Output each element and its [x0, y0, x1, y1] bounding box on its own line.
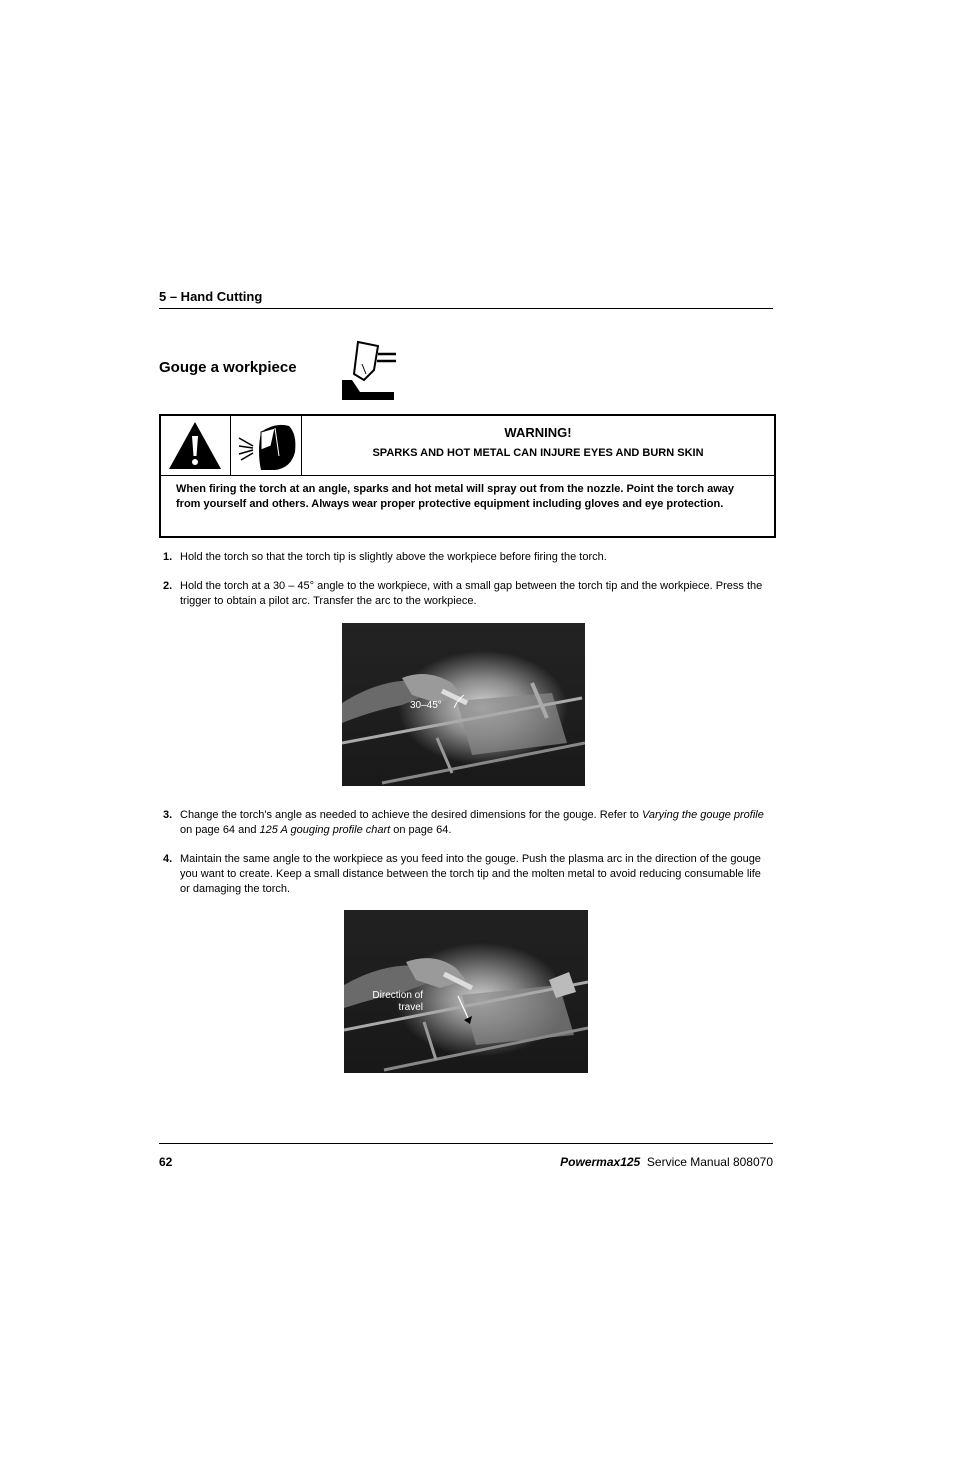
ppe-cell	[231, 416, 302, 475]
page-footer	[159, 1143, 773, 1169]
photo-torch-angle	[342, 623, 585, 786]
page-header	[159, 288, 773, 309]
product-line	[560, 1155, 773, 1169]
direction-label-line2: travel	[398, 1002, 423, 1013]
manual-id: Service Manual 808070	[646, 1155, 773, 1169]
warning-body: When firing the torch at an angle, sparks and hot metal will spray out from the nozzle. Point the torch away from yourself and others. Always wear proper protective equipment including gloves and eye protection.	[176, 483, 735, 510]
photo-direction-travel-image	[344, 910, 588, 1073]
photo-torch-angle-image	[342, 623, 585, 786]
step-text: Hold the torch at a 30 – 45° angle to the workpiece, with a small gap between the torch tip and the workpiece. Press the trigger to obtain a pilot arc. Transfer the arc to the workpiece.	[180, 580, 763, 607]
photo-direction-travel	[344, 910, 588, 1073]
warning-heading	[302, 416, 774, 475]
step-number: 4.	[163, 853, 173, 865]
page-title: Gouge a workpiece	[159, 359, 297, 376]
step-text: Maintain the same angle to the workpiece as you feed into the gouge. Push the plasma arc in the direction of the gouge you want to create. Keep a small distance between the torch tip and the molten metal to avoid reducing consumable life or damaging the torch.	[180, 853, 761, 895]
warning-title: WARNING!	[504, 425, 572, 440]
page-number: 62	[159, 1155, 173, 1169]
step-text: Hold the torch so that the torch tip is slightly above the workpiece before firing the torch.	[180, 551, 607, 563]
step-number: 2.	[163, 580, 173, 592]
title-row	[159, 338, 459, 400]
section-title: 5 – Hand Cutting	[159, 289, 263, 304]
angle-label: 30–45°	[410, 700, 442, 711]
warning-subtitle: SPARKS AND HOT METAL CAN INJURE EYES AND BURN SKIN	[372, 447, 704, 459]
warning-header-row	[161, 416, 774, 476]
gouge-torch-icon	[342, 340, 398, 400]
warning-triangle-icon	[161, 416, 230, 475]
step-text: Change the torch's angle as needed to achieve the desired dimensions for the gouge. Refer to Varying the gouge profile on page 64 and 125 A gouging profile chart on page 64.	[180, 809, 764, 836]
step-number: 3.	[163, 809, 173, 821]
hazard-cell	[161, 416, 231, 475]
product-brand: Powermax125	[560, 1155, 641, 1169]
warning-box	[159, 414, 776, 538]
direction-label-line1: Direction of	[372, 990, 423, 1001]
link-gouging-profile-chart[interactable]: 125 A gouging profile chart	[259, 824, 391, 836]
link-varying-gouge-profile[interactable]: Varying the gouge profile	[641, 809, 764, 821]
face-shield-icon	[231, 416, 301, 475]
step-number: 1.	[163, 551, 173, 563]
